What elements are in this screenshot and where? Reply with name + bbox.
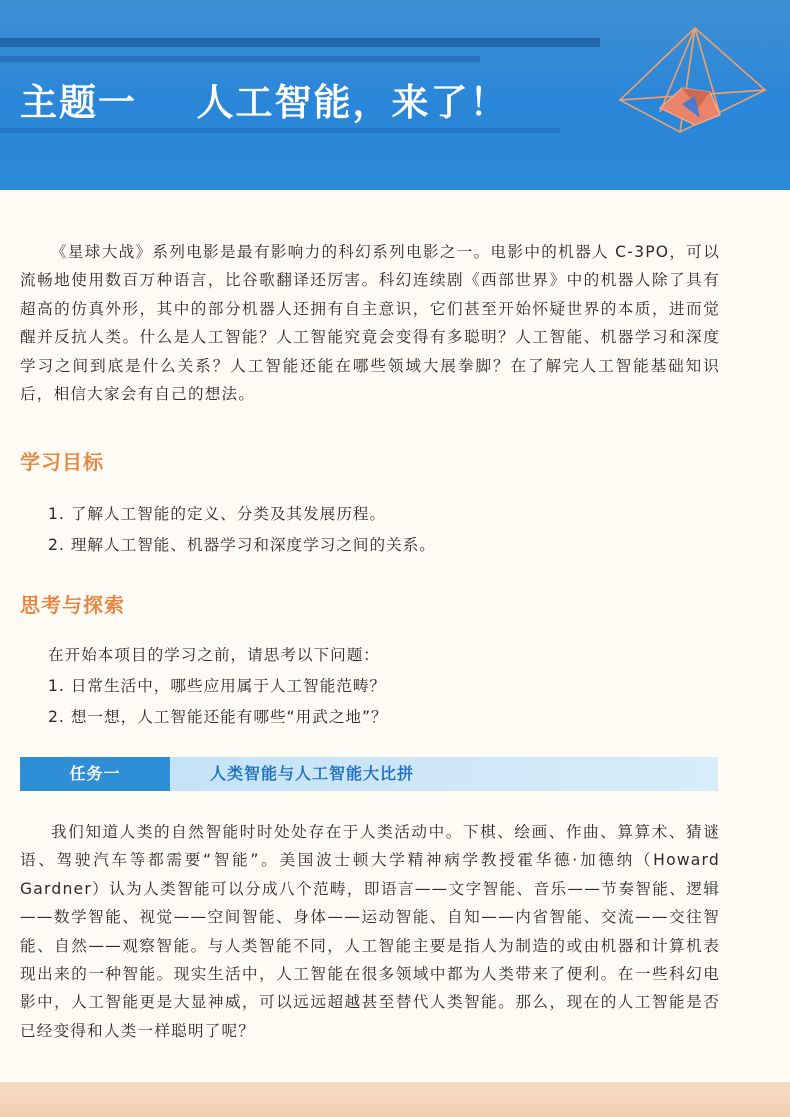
intro-paragraph: 《星球大战》系列电影是最有影响力的科幻系列电影之一。电影中的机器人 C-3PO，可以流畅地使用数百万种语言，比谷歌翻译还厉害。科幻连续剧《西部世界》中的机器人除了具有超高的仿真外形，其中的部分机器人还拥有自主意识，它们甚至开始怀疑世界的本质，进而觉醒并反抗人类。什么是人工智能？人工智能究竟会变得有多聪明？人工智能、机器学习和深度学习之间到底是什么关系？人工智能还能在哪些领域大展拳脚？在了解完人工智能基础知识后，相信大家会有自己的想法。 [20, 243, 720, 404]
list-item: 2. 理解人工智能、机器学习和深度学习之间的关系。 [48, 536, 436, 554]
list-item: 1. 日常生活中，哪些应用属于人工智能范畴？ [48, 677, 387, 695]
list-item: 1. 了解人工智能的定义、分类及其发展历程。 [48, 505, 387, 523]
header-stripe [0, 128, 560, 133]
objectives-list [48, 499, 436, 561]
header-stripe [0, 56, 480, 62]
header-stripe [0, 38, 600, 47]
task-label: 任务一 [20, 757, 170, 791]
task-banner [20, 757, 718, 791]
polyhedron-icon [600, 20, 770, 140]
chapter-title: 主题一 人工智能，来了！ [20, 81, 509, 124]
body-paragraph: 我们知道人类的自然智能时时处处存在于人类活动中。下棋、绘画、作曲、算算术、猜谜语、驾驶汽车等都需要“智能”。美国波士顿大学精神病学教授霍华德·加德纳（Howard Gardner）认为人类智能可以分成八个范畴，即语言——文字智能、音乐——节奏智能、逻辑——数学智能、视觉——空间智能、身体——运动智能、自知——内省智能、交流——交往智能、自然——观察智能。与人类智能不同，人工智能主要是指人为制造的或由机器和计算机表现出来的一种智能。现实生活中，人工智能在很多领域中都为人类带来了便利。在一些科幻电影中，人工智能更是大显神威，可以远远超越甚至替代人类智能。那么，现在的人工智能是否已经变得和人类一样聪明了呢？ [20, 823, 720, 1040]
footer-band [0, 1082, 790, 1117]
explore-heading: 思考与探索 [20, 593, 125, 617]
list-item: 在开始本项目的学习之前，请思考以下问题： [48, 646, 380, 664]
task-title: 人类智能与人工智能大比拼 [210, 764, 415, 783]
explore-list [48, 640, 388, 733]
chapter-header [0, 0, 790, 190]
list-item: 2. 想一想，人工智能还能有哪些“用武之地”？ [48, 708, 388, 726]
objectives-heading: 学习目标 [20, 450, 104, 474]
